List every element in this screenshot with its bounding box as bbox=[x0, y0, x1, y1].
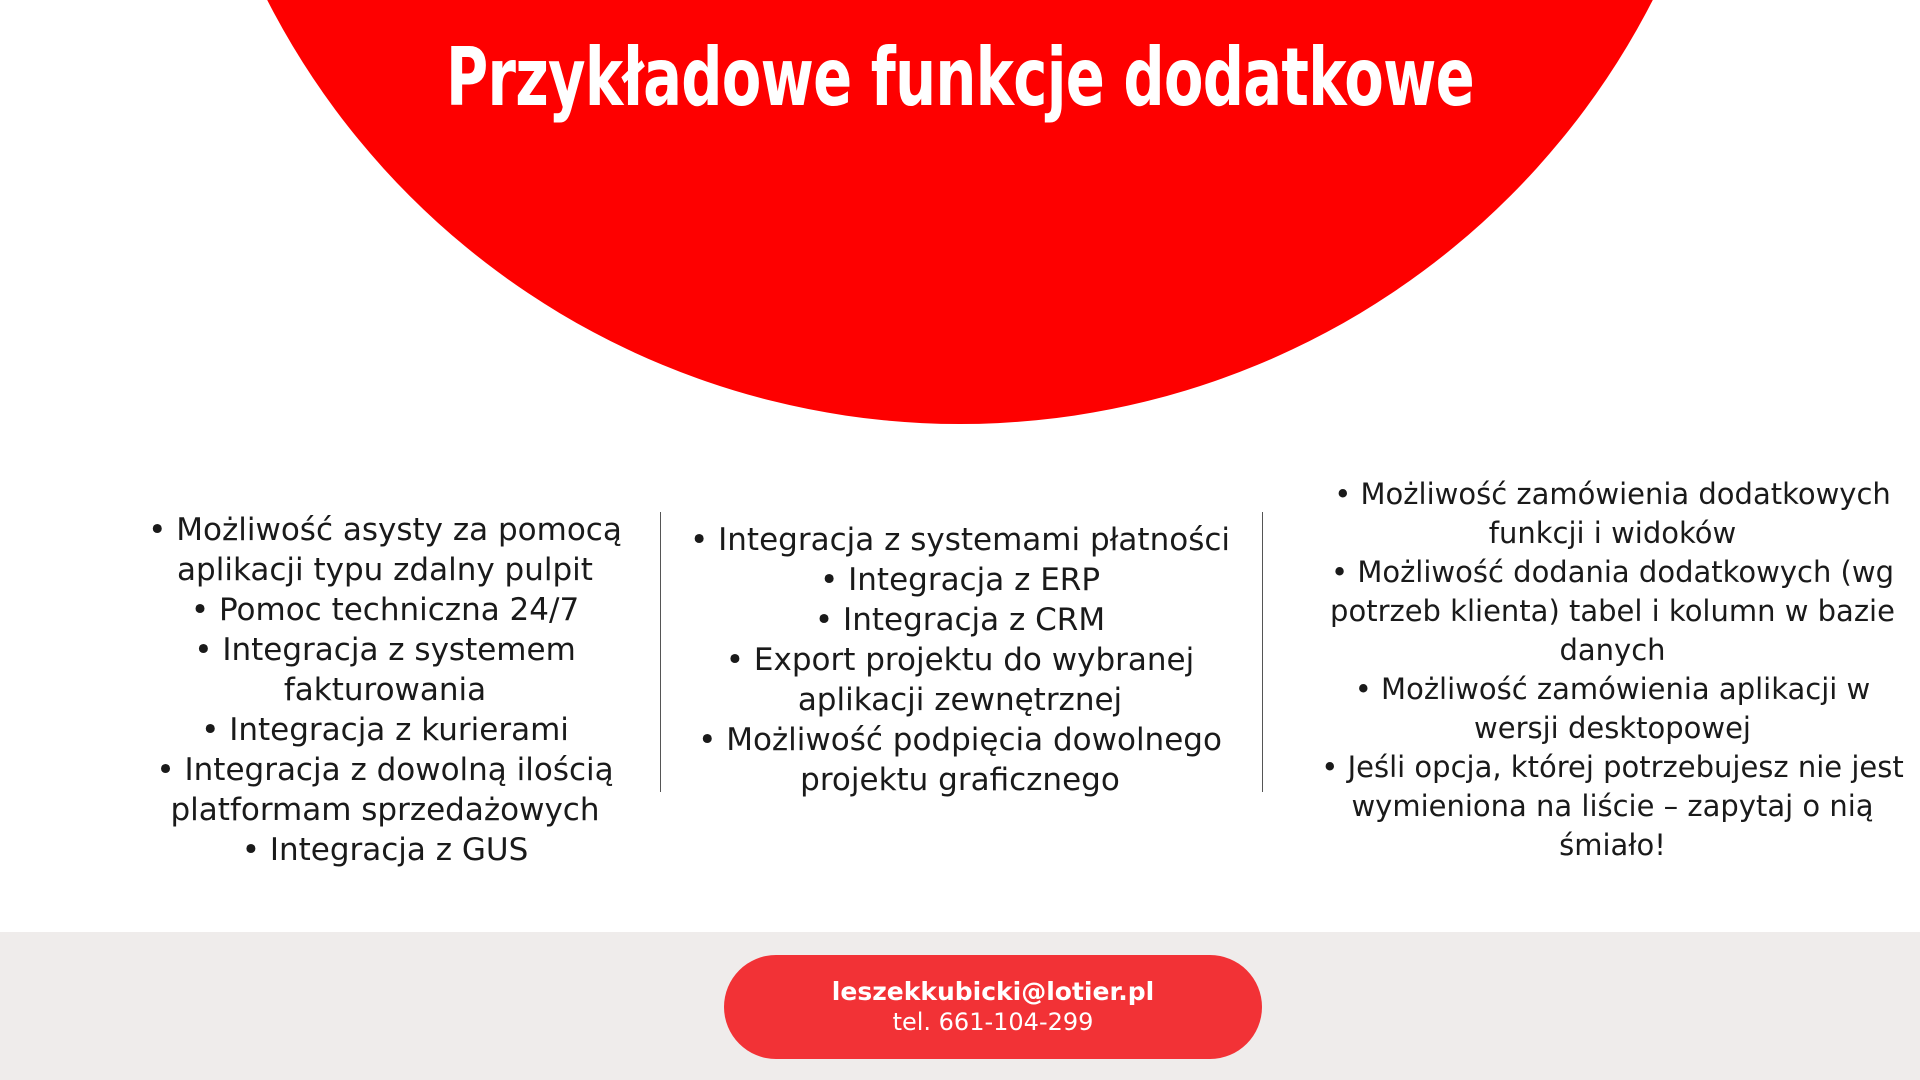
contact-pill bbox=[724, 955, 1262, 1059]
feature-item: • Integracja z kurierami bbox=[201, 712, 569, 748]
column-divider bbox=[1262, 512, 1263, 792]
feature-item: • Integracja z ERP bbox=[819, 562, 1101, 598]
features-column-2 bbox=[690, 495, 1230, 825]
feature-item: • Integracja z GUS bbox=[241, 832, 529, 868]
features-column-1 bbox=[125, 500, 645, 880]
feature-item: • Możliwość asysty za pomocą aplikacji typu zdalny pulpit bbox=[148, 512, 622, 588]
feature-item: • Możliwość zamówienia aplikacji w wersji desktopowej bbox=[1354, 672, 1871, 745]
feature-item: • Jeśli opcja, której potrzebujesz nie jest wymieniona na liście – zapytaj o nią śmiało! bbox=[1321, 750, 1904, 862]
page-title: Przykładowe funkcje dodatkowe bbox=[446, 31, 1474, 124]
feature-item: • Możliwość podpięcia dowolnego projektu graficznego bbox=[698, 722, 1222, 798]
column-divider bbox=[660, 512, 661, 792]
feature-item: • Możliwość dodania dodatkowych (wg potrzeb klienta) tabel i kolumn w bazie danych bbox=[1330, 555, 1895, 667]
feature-item: • Integracja z systemem fakturowania bbox=[194, 632, 576, 708]
feature-item: • Integracja z systemami płatności bbox=[690, 522, 1231, 558]
feature-item: • Możliwość zamówienia dodatkowych funkcji i widoków bbox=[1334, 477, 1891, 550]
features-column-3 bbox=[1320, 475, 1905, 865]
feature-item: • Integracja z dowolną ilością platformam sprzedażowych bbox=[156, 752, 614, 828]
feature-item: • Pomoc techniczna 24/7 bbox=[190, 592, 580, 628]
feature-item: • Export projektu do wybranej aplikacji zewnętrznej bbox=[725, 642, 1195, 718]
contact-phone: tel. 661-104-299 bbox=[892, 1008, 1094, 1036]
feature-item: • Integracja z CRM bbox=[814, 602, 1106, 638]
contact-email-link[interactable]: leszekkubicki@lotier.pl bbox=[831, 977, 1155, 1006]
